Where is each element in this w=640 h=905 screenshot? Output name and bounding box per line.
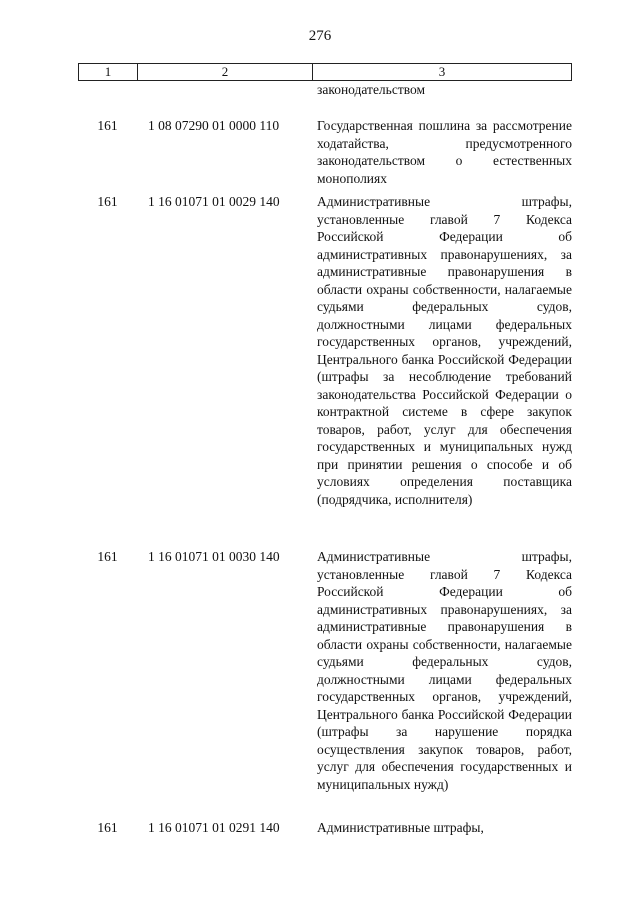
admin-code: 161 xyxy=(97,820,118,835)
column-number-header xyxy=(78,63,572,81)
column-number-2: 2 xyxy=(138,64,313,80)
budget-classification-code: 1 16 01071 01 0030 140 xyxy=(148,549,280,564)
page-number: 276 xyxy=(308,28,332,44)
budget-classification-code: 1 16 01071 01 0291 140 xyxy=(148,820,280,835)
admin-code: 161 xyxy=(97,194,118,209)
budget-classification-code: 1 08 07290 01 0000 110 xyxy=(148,118,280,133)
column-number-1: 1 xyxy=(79,64,138,80)
revenue-name: Государственная пошлина за рассмотрение ходатайства, предусмотренного законодательством о естественных монополиях xyxy=(317,118,572,186)
admin-code: 161 xyxy=(97,118,118,133)
budget-classification-code: 1 16 01071 01 0029 140 xyxy=(148,194,280,209)
revenue-name: Административные штрафы, установленные главой 7 Кодекса Российской Федерации об административных правонарушениях, за административные правонарушения в области охраны собственности, налагаемые судьями федеральных судов, должностными лицами федеральных государственных органов, учреждений, Центрального банка Российской Федерации (штрафы за несоблюдение требований законодательства Российской Федерации о контрактной системе в сфере закупок товаров, работ, услуг для обеспечения государственных и муниципальных нужд при принятии решения о способе и об условиях определения поставщика (подрядчика, исполнителя) xyxy=(317,194,572,507)
admin-code: 161 xyxy=(97,549,118,564)
revenue-name: Административные штрафы, xyxy=(317,820,484,835)
revenue-name: Административные штрафы, установленные главой 7 Кодекса Российской Федерации об административных правонарушениях, за административные правонарушения в области охраны собственности, налагаемые судьями федеральных судов, должностными лицами федеральных государственных органов, учреждений, Центрального банка Российской Федерации (штрафы за нарушение порядка осуществления закупок товаров, работ, услуг для обеспечения государственных и муниципальных нужд) xyxy=(317,549,572,792)
column-number-3: 3 xyxy=(438,64,446,79)
revenue-name: законодательством xyxy=(317,82,426,97)
